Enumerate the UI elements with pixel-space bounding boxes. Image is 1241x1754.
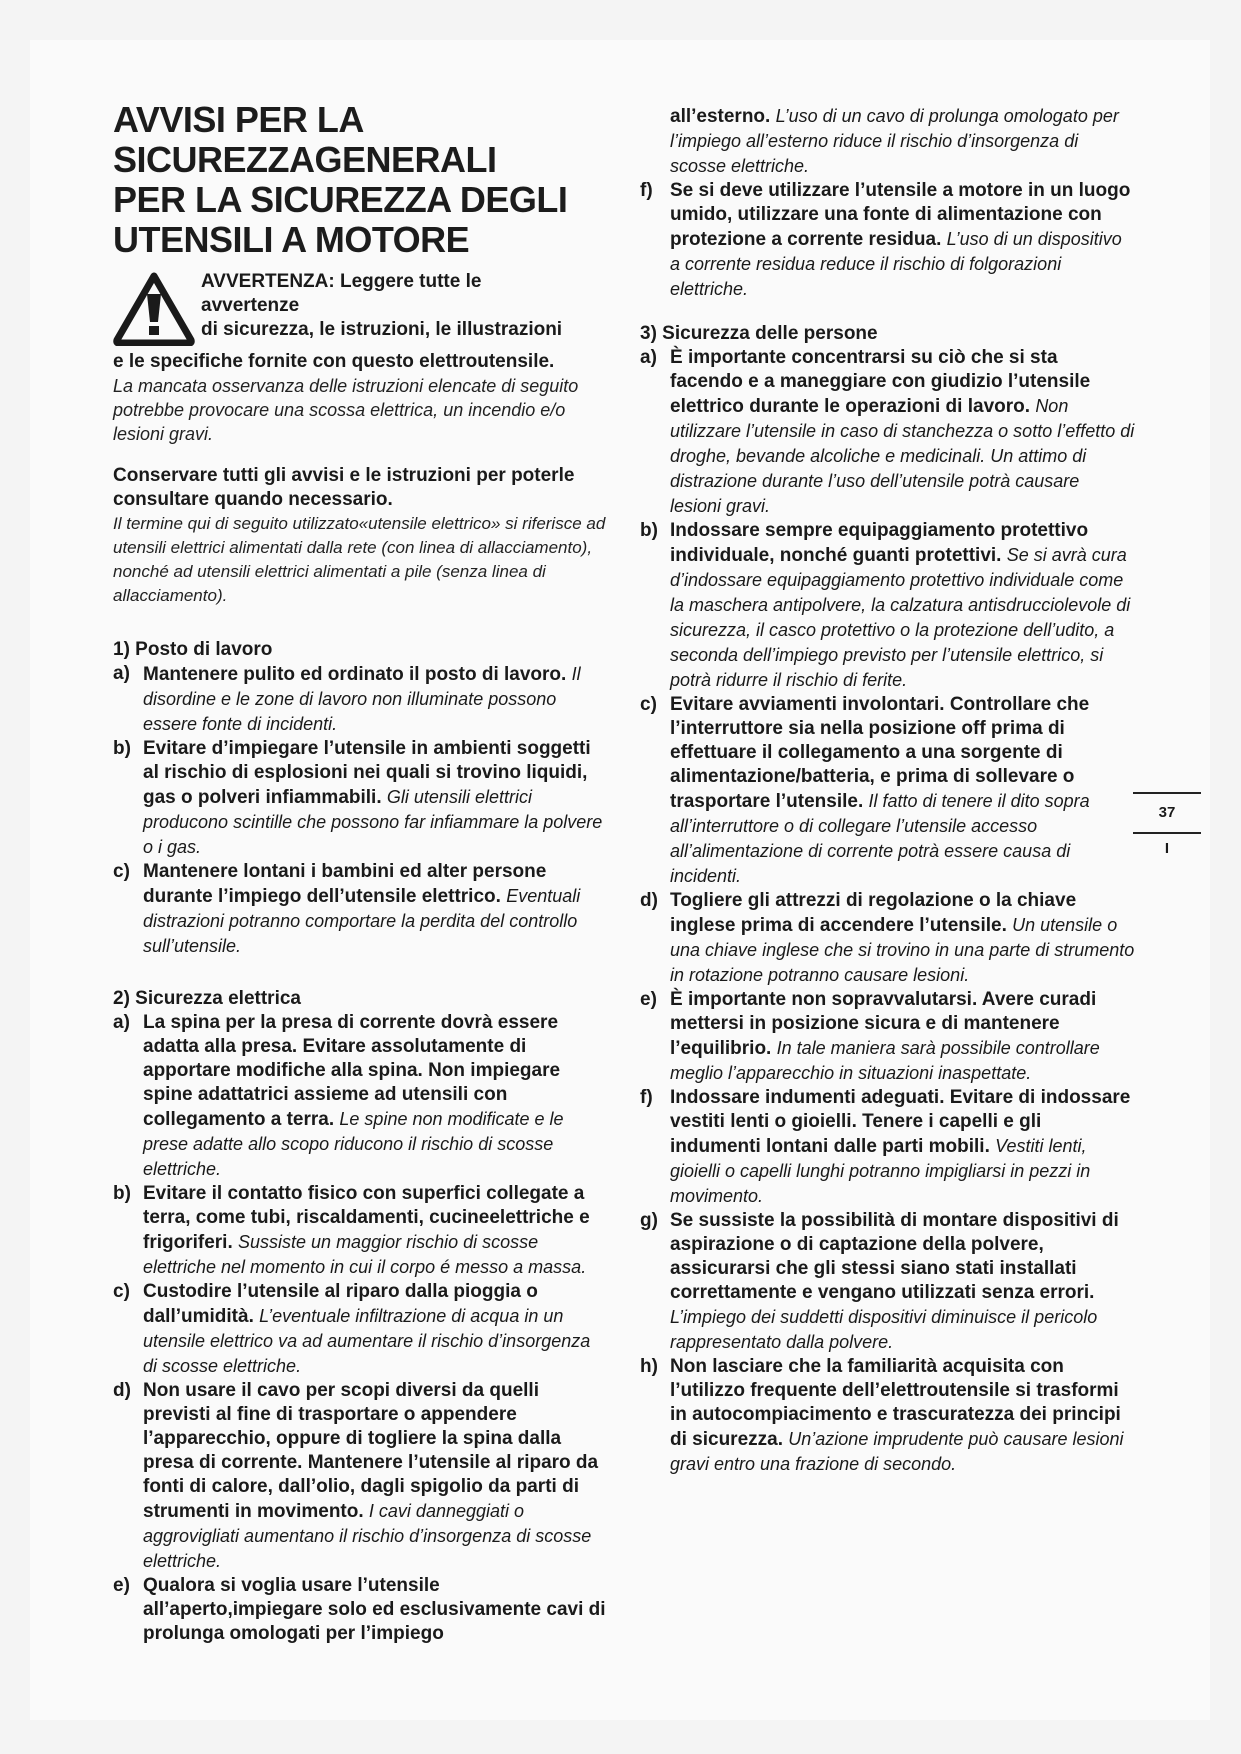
item-bold-text: Evitare avviamenti involontari. Controllare che l’interruttore sia nella posizione off prima di effettuare il collegamento a una sorgente di alimentazione/batteria, e prima di sollevare o trasportare l’utensile. <box>670 694 1090 812</box>
title-line: UTENSILI A MOTORE <box>113 219 470 260</box>
item-label: h) <box>640 1356 658 1377</box>
item-bold-text: Togliere gli attrezzi di regolazione o la chiave inglese prima di accendere l’utensile. <box>670 890 1077 936</box>
keep-instructions-text: Conservare tutti gli avvisi e le istruzioni per poterle consultare quando necessario. <box>113 465 575 510</box>
right-column <box>640 104 1135 1477</box>
item-italic-text: Un’azione imprudente può causare lesioni gravi entro una frazione di secondo. <box>670 1429 1124 1474</box>
item-label: c) <box>113 1281 130 1302</box>
item-label: c) <box>640 694 657 715</box>
list-item <box>640 889 1135 988</box>
warning-consequence-text: La mancata osservanza delle istruzioni elencate di seguito potrebbe provocare una scossa elettrica, un incendio e/o lesioni gravi. <box>113 376 579 444</box>
item-label: f) <box>640 1087 653 1108</box>
list-item <box>113 860 608 959</box>
section-work-area <box>113 638 608 959</box>
list-item <box>640 988 1135 1086</box>
language-code: I <box>1164 840 1170 857</box>
list-item-continuation <box>640 104 1135 179</box>
list-item <box>640 346 1135 519</box>
item-bold-text: Se si deve utilizzare l’utensile a motore in un luogo umido, utilizzare una fonte di alimentazione con protezione a corrente residua. <box>670 180 1131 250</box>
item-label: g) <box>640 1210 658 1231</box>
item-bold-text: Mantenere pulito ed ordinato il posto di lavoro. <box>143 664 567 685</box>
item-bold-text: Custodire l’utensile al riparo dalla pioggia o dall’umidità. <box>143 1281 538 1327</box>
item-italic-text: L’uso di un cavo di prolunga omologato per l’impiego all’esterno riduce il rischio d’insorgenza di scosse elettriche. <box>670 106 1119 176</box>
item-bold-text: Evitare il contatto fisico con superfici collegate a terra, come tubi, riscaldamenti, cucineelettriche e frigoriferi. <box>143 1183 590 1253</box>
item-italic-text: L’impiego dei suddetti dispositivi diminuisce il pericolo rappresentato dalla polvere. <box>670 1307 1098 1352</box>
item-italic-text: Non utilizzare l’utensile in caso di stanchezza o sotto l’effetto di droghe, bevande alcoliche e medicinali. Un attimo di distrazione durante l’uso dell’utensile potrà causare lesioni gravi. <box>670 396 1135 516</box>
item-bold-text: Indossare sempre equipaggiamento protettivo individuale, nonché guanti protettivi. <box>670 520 1089 566</box>
item-italic-text: I cavi danneggiati o aggrovigliati aumentano il rischio d’insorgenza di scosse elettriche. <box>143 1501 592 1571</box>
warning-text-line: AVVERTENZA: Leggere tutte le <box>201 271 482 292</box>
item-italic-text: Gli utensili elettrici producono scintille che possono far infiammare la polvere o i gas. <box>143 787 603 857</box>
item-italic-text: Il disordine e le zone di lavoro non illuminate possono essere fonte di incidenti. <box>143 664 581 734</box>
list-item <box>640 179 1135 302</box>
item-label: b) <box>113 738 131 759</box>
list-item <box>113 1011 608 1182</box>
item-italic-text: In tale maniera sarà possibile controllare meglio l’apparecchio in situazioni inaspettate. <box>670 1038 1100 1083</box>
list-item <box>113 1182 608 1280</box>
item-bold-text: Mantenere lontani i bambini ed alter persone durante l’impiego dell’utensile elettrico. <box>143 861 547 907</box>
item-italic-text: Se si avrà cura d’indossare equipaggiamento protettivo individuale come la maschera antipolvere, la calzatura antisdrucciolevole di sicurezza, il casco protettivo o la protezione dell’udito, a seconda dell’impiego previsto per l’utensile elettrico, si potrà ridurre il rischio di ferite. <box>670 545 1131 690</box>
item-label: a) <box>640 347 657 368</box>
title-line: PER LA SICUREZZA DEGLI <box>113 179 568 220</box>
item-bold-text: La spina per la presa di corrente dovrà essere adatta alla presa. Evitare assolutamente di apportare modifiche alla spina. Non impiegare spine adattatrici assieme ad utensili con collegamento a terra. <box>143 1012 561 1130</box>
list-item <box>113 1379 608 1574</box>
item-label: a) <box>113 663 130 684</box>
item-label: c) <box>113 861 130 882</box>
page-number: 37 <box>1158 804 1176 821</box>
list-item <box>640 693 1135 889</box>
item-bold-text: Evitare d’impiegare l’utensile in ambienti soggetti al rischio di esplosioni nei quali si trovino liquidi, gas o polveri infiammabili. <box>143 738 591 808</box>
page-title <box>113 100 608 260</box>
item-italic-text: Eventuali distrazioni potranno comportare la perdita del controllo sull’utensile. <box>143 886 581 956</box>
item-italic-text: L’uso di un dispositivo a corrente residua reduce il rischio di folgorazioni elettriche. <box>670 229 1122 299</box>
item-label: b) <box>113 1183 131 1204</box>
item-bold-text: Se sussiste la possibilità di montare dispositivi di aspirazione o di captazione della polvere, assicurarsi che gli stessi siano stati installati correttamente e vengano utilizzati senza errori. <box>670 1210 1119 1303</box>
list-item <box>640 1209 1135 1355</box>
title-line: AVVISI PER LA <box>113 99 364 140</box>
list-item <box>113 1280 608 1379</box>
list-item <box>113 737 608 860</box>
item-bold-text: Non usare il cavo per scopi diversi da quelli previsti al fine di trasportare o appendere l’apparecchio, oppure di togliere la spina dalla presa di corrente. Mantenere l’utensile al riparo da fonti di calore, dall’olio, dagli spigolio da parti di strumenti in movimento. <box>143 1380 599 1522</box>
list-item <box>113 1574 608 1646</box>
item-bold-text: È importante concentrarsi su ciò che si sta facendo e a maneggiare con giudizio l’utensile elettrico durante le operazioni di lavoro. <box>670 347 1091 417</box>
list-item <box>640 1086 1135 1209</box>
item-label: d) <box>640 890 658 911</box>
section-heading: 1) Posto di lavoro <box>113 639 273 660</box>
item-label: f) <box>640 180 653 201</box>
item-bold-text: È importante non sopravvalutarsi. Avere curadi mettersi in posizione sicura e di mantenere l’equilibrio. <box>670 989 1097 1059</box>
list-item <box>640 1355 1135 1477</box>
warning-triangle-icon <box>113 272 195 346</box>
definition-text: Il termine qui di seguito utilizzato«utensile elettrico» si riferisce ad utensili elettrici alimentati dalla rete (con linea di allacciamento), nonché ad utensili elettrici alimentati a pile (senza linea di allacciamento). <box>113 514 606 605</box>
item-bold-text: Non lasciare che la familiarità acquisita con l’utilizzo frequente dell’elettroutensile si trasformi in autocompiacimento e trascuratezza dei principi di sicurezza. <box>670 1356 1121 1450</box>
item-bold-text: Qualora si voglia usare l’utensile all’aperto,impiegare solo ed esclusivamente cavi di prolunga omologati per l’impiego <box>143 1575 606 1644</box>
section-electrical-safety <box>113 987 608 1646</box>
section-heading: 2) Sicurezza elettrica <box>113 988 301 1009</box>
item-label: b) <box>640 520 658 541</box>
item-label: d) <box>113 1380 131 1401</box>
item-italic-text: Sussiste un maggior rischio di scosse elettriche nel momento in cui il corpo é messo a massa. <box>143 1232 587 1277</box>
item-label: e) <box>640 989 657 1010</box>
item-italic-text: Vestiti lenti, gioielli o capelli lunghi potranno impigliarsi in pezzi in movimento. <box>670 1136 1091 1206</box>
item-label: a) <box>113 1012 130 1033</box>
item-bold-text: all’esterno. <box>670 106 771 127</box>
left-column <box>113 100 608 1646</box>
section-personal-safety <box>640 322 1135 1477</box>
warning-text-line: avvertenze <box>201 295 300 316</box>
warning-block <box>113 270 608 350</box>
warning-text-line: di sicurezza, le istruzioni, le illustrazioni <box>201 319 563 340</box>
title-line: SICUREZZAGENERALI <box>113 139 497 180</box>
warning-text-line: e le specifiche fornite con questo elettroutensile. <box>113 351 555 372</box>
item-italic-text: Il fatto di tenere il dito sopra all’interruttore o di collegare l’utensile accesso all’alimentazione di corrente potrà essere causa di incidenti. <box>670 791 1090 886</box>
list-item <box>640 519 1135 693</box>
item-italic-text: Le spine non modificate e le prese adatte allo scopo riducono il rischio di scosse elettriche. <box>143 1109 564 1179</box>
page-number-tab <box>1133 792 1201 864</box>
item-bold-text: Indossare indumenti adeguati. Evitare di indossare vestiti lenti o gioielli. Tenere i capelli e gli indumenti lontani dalle parti mobili. <box>670 1087 1131 1157</box>
item-italic-text: L’eventuale infiltrazione di acqua in un utensile elettrico va ad aumentare il rischio d’insorgenza di scosse elettriche. <box>143 1306 591 1376</box>
item-label: e) <box>113 1575 130 1596</box>
list-item <box>113 662 608 737</box>
item-italic-text: Un utensile o una chiave inglese che si trovino in una parte di strumento in rotazione potranno causare lesioni. <box>670 915 1135 985</box>
section-heading: 3) Sicurezza delle persone <box>640 323 878 344</box>
